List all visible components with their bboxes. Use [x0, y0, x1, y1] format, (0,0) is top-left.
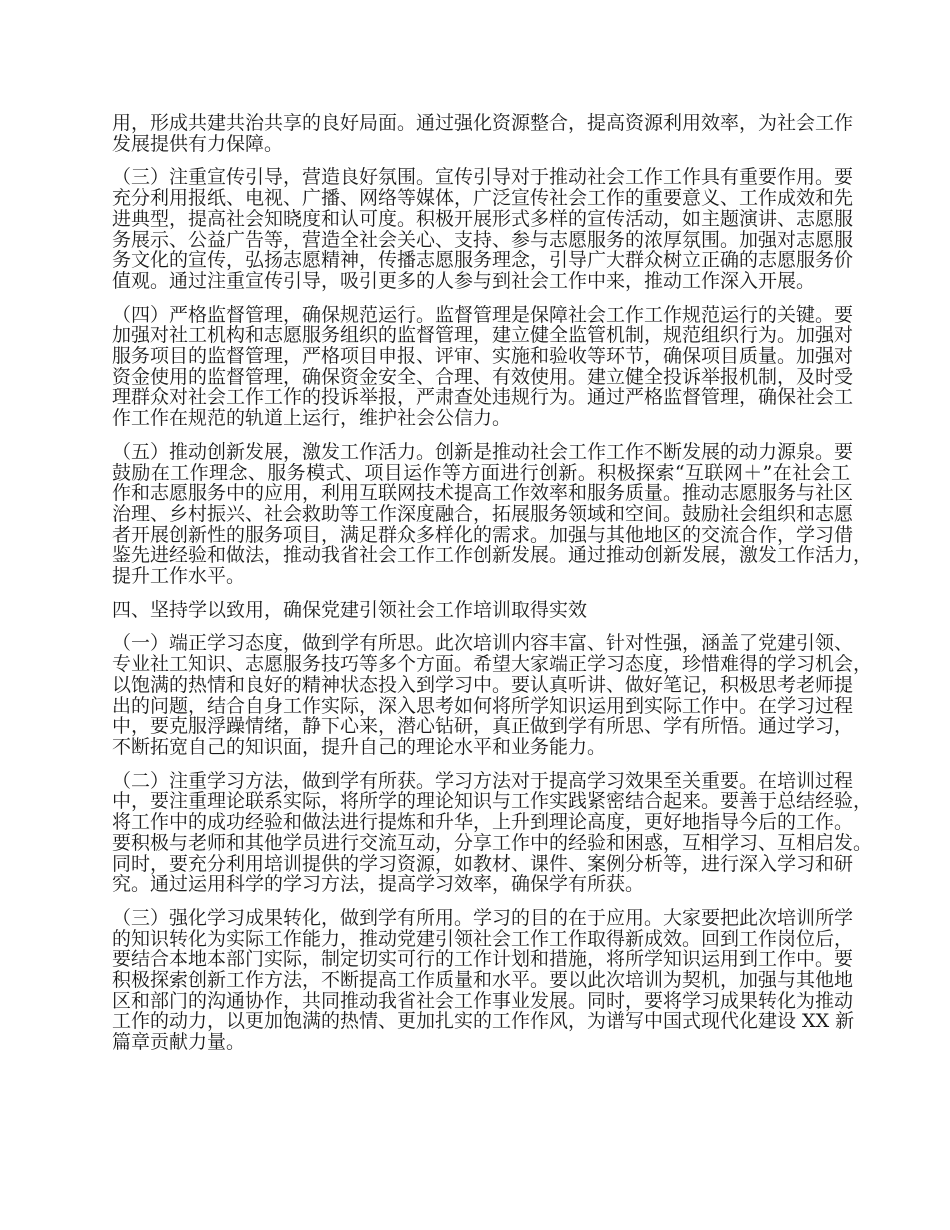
paragraph [112, 112, 854, 155]
text-line: 的知识转化为实际工作能力，推动党建引领社会工作工作取得新成效。回到工作岗位后， [112, 927, 854, 950]
text-line: 务展示、公益广告等，营造全社会关心、支持、参与志愿服务的浓厚氛围。加强对志愿服 [112, 228, 854, 251]
text-line: 区和部门的沟通协作，共同推动我省社会工作事业发展。同时，要将学习成果转化为推动 [112, 989, 854, 1012]
text-line: 出的问题，结合自身工作实际，深入思考如何将所学知识运用到实际工作中。在学习过程 [112, 694, 854, 717]
section-heading [112, 600, 850, 621]
text-line: 积极探索创新工作方法，不断提高工作质量和水平。要以此次培训为契机，加强与其他地 [112, 969, 854, 992]
text-line: （三）强化学习成果转化，做到学有所用。学习的目的在于应用。大家要把此次培训所学 [112, 906, 854, 929]
text-line: （四）严格监督管理，确保规范运行。监督管理是保障社会工作工作规范运行的关键。要 [112, 303, 854, 326]
text-line: 治理、乡村振兴、社会救助等工作深度融合，拓展服务领域和空间。鼓励社会组织和志愿 [112, 502, 854, 525]
document-page [112, 112, 873, 1066]
paragraph [112, 769, 873, 896]
text-line: 发展提供有力保障。 [112, 132, 284, 155]
text-line: 务文化的宣传，弘扬志愿精神，传播志愿服务理念，引导广大群众树立正确的志愿服务价 [112, 249, 854, 272]
text-line: 作工作在规范的轨道上运行，维护社会公信力。 [112, 407, 512, 430]
paragraph [112, 166, 854, 292]
text-line: 要结合本地本部门实际，制定切实可行的工作计划和措施，将所学知识运用到工作中。要 [112, 948, 854, 971]
text-line: 四、坚持学以致用，确保党建引领社会工作培训取得实效 [112, 598, 588, 621]
text-line: 值观。通过注重宣传引导，吸引更多的人参与到社会工作中来，推动工作深入开展。 [112, 269, 816, 292]
paragraph [112, 632, 873, 758]
text-line: 者开展创新性的服务项目，满足群众多样化的需求。加强与其他地区的交流合作，学习借 [112, 523, 854, 546]
text-line: 资金使用的监督管理，确保资金安全、合理、有效使用。建立健全投诉举报机制，及时受 [112, 365, 854, 388]
text-line: 充分利用报纸、电视、广播、网络等媒体，广泛宣传社会工作的重要意义、工作成效和先 [112, 187, 854, 210]
text-line: 要积极与老师和其他学员进行交流互动，分享工作中的经验和困惑，互相学习、互相启发。 [112, 831, 873, 854]
text-line: 中，要注重理论联系实际，将所学的理论知识与工作实践紧密结合起来。要善于总结经验， [112, 790, 873, 813]
text-line: 以饱满的热情和良好的精神状态投入到学习中。要认真听讲、做好笔记，积极思考老师提 [112, 673, 854, 696]
text-line: 鉴先进经验和做法，推动我省社会工作工作创新发展。通过推动创新发展，激发工作活力， [112, 544, 873, 567]
text-line: 进典型，提高社会知晓度和认可度。积极开展形式多样的宣传活动，如主题演讲、志愿服 [112, 207, 854, 230]
text-line: 服务项目的监督管理，严格项目申报、评审、实施和验收等环节，确保项目质量。加强对 [112, 345, 854, 368]
text-line: 专业社工知识、志愿服务技巧等多个方面。希望大家端正学习态度，珍惜难得的学习机会， [112, 653, 873, 676]
text-line: 究。通过运用科学的学习方法，提高学习效率，确保学有所获。 [112, 873, 645, 896]
text-line: 作和志愿服务中的应用，利用互联网技术提高工作效率和服务质量。推动志愿服务与社区 [112, 482, 854, 505]
text-line: 工作的动力，以更加饱满的热情、更加扎实的工作作风，为谱写中国式现代化建设 XX 新 [112, 1010, 855, 1033]
paragraph [112, 303, 854, 430]
text-line: （二）注重学习方法，做到学有所获。学习方法对于提高学习效果至关重要。在培训过程 [112, 769, 854, 792]
text-line: （五）推动创新发展，激发工作活力。创新是推动社会工作工作不断发展的动力源泉。要 [112, 440, 854, 463]
text-line: 中，要克服浮躁情绪，静下心来，潜心钻研，真正做到学有所思、学有所悟。通过学习， [112, 715, 854, 738]
paragraph [112, 440, 873, 588]
text-line: （三）注重宣传引导，营造良好氛围。宣传引导对于推动社会工作工作具有重要作用。要 [112, 166, 854, 189]
text-line: 加强对社工机构和志愿服务组织的监督管理，建立健全监管机制，规范组织行为。加强对 [112, 324, 854, 347]
text-line: 提升工作水平。 [112, 565, 246, 588]
text-line: （一）端正学习态度，做到学有所思。此次培训内容丰富、针对性强，涵盖了党建引领、 [112, 632, 854, 655]
paragraph [112, 906, 855, 1054]
text-line: 同时，要充分利用培训提供的学习资源，如教材、课件、案例分析等，进行深入学习和研 [112, 852, 854, 875]
text-line: 不断拓宽自己的知识面，提升自己的理论水平和业务能力。 [112, 735, 607, 758]
text-line: 将工作中的成功经验和做法进行提炼和升华，上升到理论高度，更好地指导今后的工作。 [112, 811, 854, 834]
text-line: 鼓励在工作理念、服务模式、项目运作等方面进行创新。积极探索“互联网＋”在社会工 [112, 461, 850, 484]
text-line: 理群众对社会工作工作的投诉举报，严肃查处违规行为。通过严格监督管理，确保社会工 [112, 386, 854, 409]
text-line: 用，形成共建共治共享的良好局面。通过强化资源整合，提高资源利用效率，为社会工作 [112, 112, 854, 134]
text-line: 篇章贡献力量。 [112, 1031, 246, 1054]
